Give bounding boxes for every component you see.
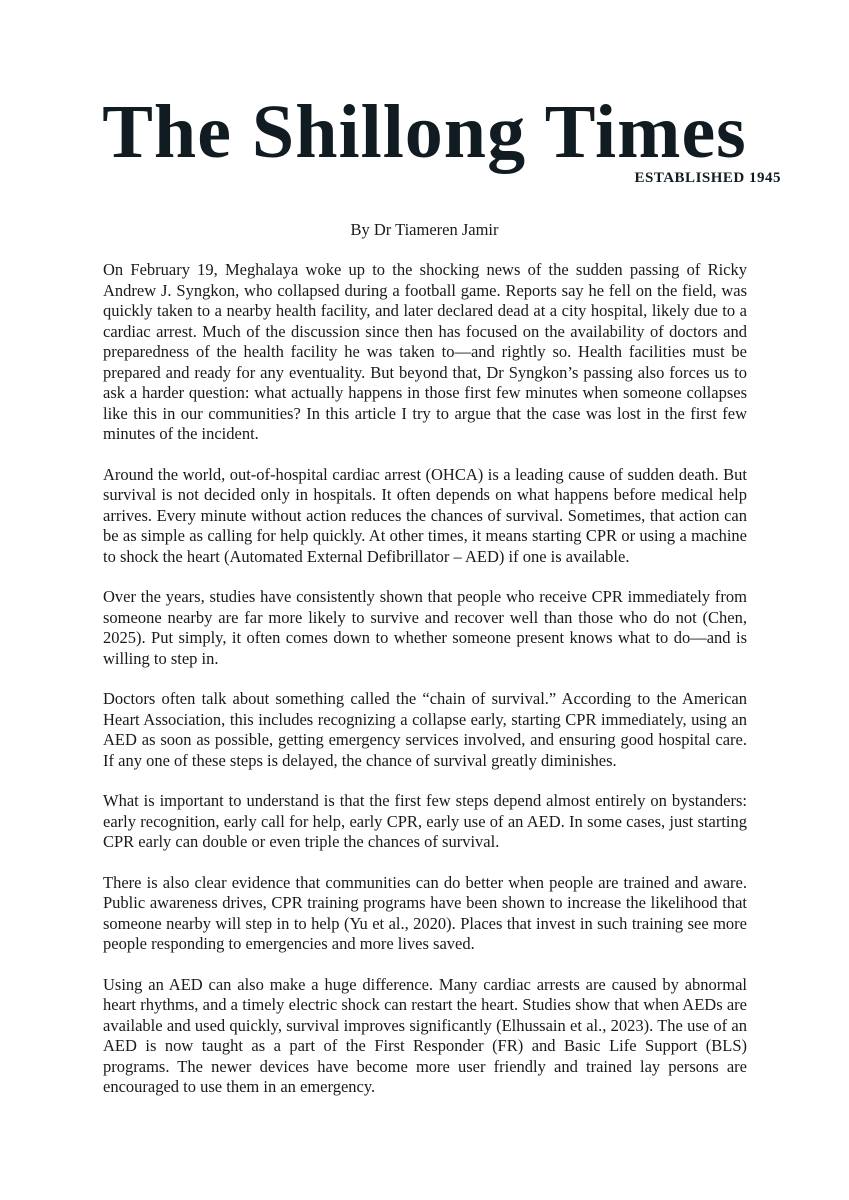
article-paragraph: Using an AED can also make a huge difference. Many cardiac arrests are caused by abnormal heart rhythms, and a timely electric shock can restart the heart. Studies show that when AEDs are available and used quickly, survival improves significantly (Elhussain et al., 2023). The use of an AED is now taught as a part of the First Responder (FR) and Basic Life Support (BLS) programs. The newer devices have become more user friendly and trained lay persons are encouraged to use them in an emergency. bbox=[103, 974, 747, 1096]
masthead bbox=[0, 90, 849, 186]
article-paragraph: Over the years, studies have consistently shown that people who receive CPR immediately from someone nearby are far more likely to survive and recover well than those who do not (Chen, 2025). Put simply, it often comes down to whether someone present knows what to do—and is willing to step in. bbox=[103, 587, 747, 668]
byline: By Dr Tiameren Jamir bbox=[350, 220, 499, 239]
article-paragraph: Doctors often talk about something called the “chain of survival.” According to the American Heart Association, this includes recognizing a collapse early, starting CPR immediately, using an AED as soon as possible, getting emergency services involved, and ensuring good hospital care. If any one of these steps is delayed, the chance of survival greatly diminishes. bbox=[103, 689, 747, 770]
newspaper-title: The Shillong Times bbox=[102, 90, 747, 174]
established-tagline: ESTABLISHED 1945 bbox=[634, 170, 781, 186]
article-paragraph: Around the world, out-of-hospital cardiac arrest (OHCA) is a leading cause of sudden death. But survival is not decided only in hospitals. It often depends on what happens before medical help arrives. Every minute without action reduces the chances of survival. Sometimes, that action can be as simple as calling for help quickly. At other times, it means starting CPR or using a machine to shock the heart (Automated External Defibrillator – AED) if one is available. bbox=[103, 464, 747, 566]
article-paragraph: There is also clear evidence that communities can do better when people are trained and aware. Public awareness drives, CPR training programs have been shown to increase the likelihood that someone nearby will step in to help (Yu et al., 2020). Places that invest in such training see more people responding to emergencies and more lives saved. bbox=[103, 872, 747, 953]
article-body bbox=[103, 260, 747, 1118]
article-paragraph: On February 19, Meghalaya woke up to the shocking news of the sudden passing of Ricky Andrew J. Syngkon, who collapsed during a football game. Reports say he fell on the field, was quickly taken to a nearby health facility, and later declared dead at a city hospital, likely due to a cardiac arrest. Much of the discussion since then has focused on the availability of doctors and preparedness of the health facility he was taken to—and rightly so. Health facilities must be prepared and ready for any eventuality. But beyond that, Dr Syngkon’s passing also forces us to ask a harder question: what actually happens in those first few minutes when someone collapses like this in our communities? In this article I try to argue that the case was lost in the first few minutes of the incident. bbox=[103, 260, 747, 443]
article-paragraph: What is important to understand is that the first few steps depend almost entirely on bystanders: early recognition, early call for help, early CPR, early use of an AED. In some cases, just starting CPR early can double or even triple the chances of survival. bbox=[103, 791, 747, 851]
